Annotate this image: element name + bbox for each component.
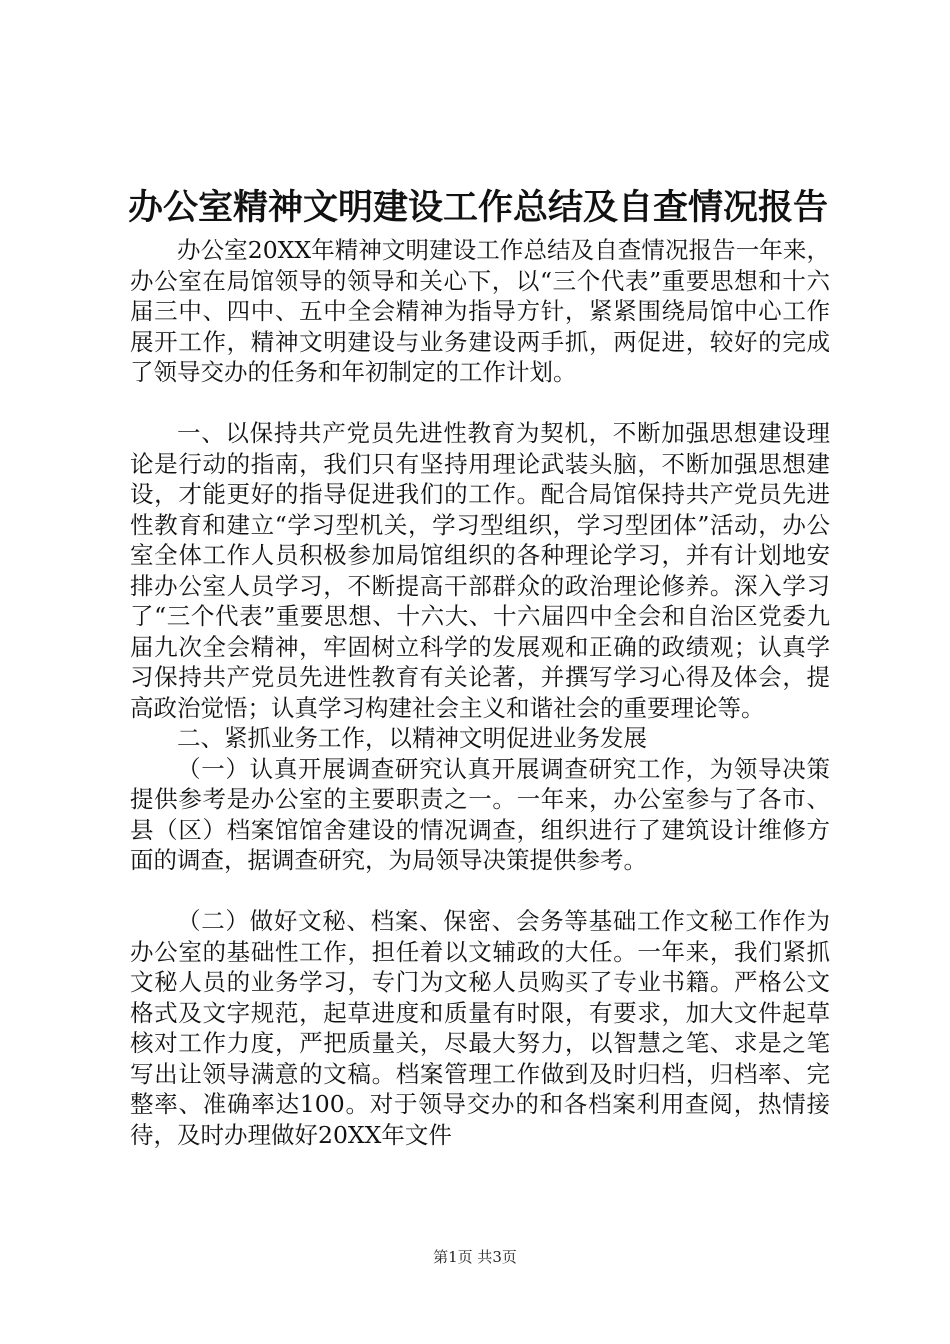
- paragraph-intro: 办公室20XX年精神文明建设工作总结及自查情况报告一年来，办公室在局馆领导的领导和关心下，以“三个代表”重要思想和十六届三中、四中、五中全会精神为指导方针，紧紧围绕局馆中心工作展开工作，精神文明建设与业务建设两手抓，两促进，较好的完成了领导交办的任务和年初制定的工作计划。: [130, 236, 830, 386]
- paragraph-section-2-heading: 二、紧抓业务工作，以精神文明促进业务发展: [177, 724, 647, 752]
- page-footer: 第1页 共3页: [433, 1248, 517, 1266]
- document-body: [130, 235, 830, 1150]
- paragraph-subsection-2: （二）做好文秘、档案、保密、会务等基础工作文秘工作作为办公室的基础性工作，担任着以文辅政的大任。一年来，我们紧抓文秘人员的业务学习，专门为文秘人员购买了专业书籍。严格公文格式及文字规范，起草进度和质量有时限，有要求，加大文件起草核对工作力度，严把质量关，尽最大努力，以智慧之笔、求是之笔写出让领导满意的文稿。档案管理工作做到及时归档，归档率、完整率、准确率达100。对于领导交办的和各档案利用查阅，热情接待，及时办理做好20XX年文件: [130, 907, 830, 1149]
- paragraph-subsection-1: （一）认真开展调查研究认真开展调查研究工作，为领导决策提供参考是办公室的主要职责之一。一年来，办公室参与了各市、县（区）档案馆馆舍建设的情况调查，组织进行了建筑设计维修方面的调查，据调查研究，为局领导决策提供参考。: [130, 754, 830, 874]
- paragraph-section-1: 一、以保持共产党员先进性教育为契机，不断加强思想建设理论是行动的指南，我们只有坚持用理论武装头脑，不断加强思想建设，才能更好的指导促进我们的工作。配合局馆保持共产党员先进性教育和建立“学习型机关，学习型组织，学习型团体”活动，办公室全体工作人员积极参加局馆组织的各种理论学习，并有计划地安排办公室人员学习，不断提高干部群众的政治理论修养。深入学习了“三个代表”重要思想、十六大、十六届四中全会和自治区党委九届九次全会精神，牢固树立科学的发展观和正确的政绩观；认真学习保持共产党员先进性教育有关论著，并撰写学习心得及体会，提高政治觉悟；认真学习构建社会主义和谐社会的重要理论等。: [130, 419, 830, 722]
- document-title: 办公室精神文明建设工作总结及自查情况报告: [128, 187, 829, 228]
